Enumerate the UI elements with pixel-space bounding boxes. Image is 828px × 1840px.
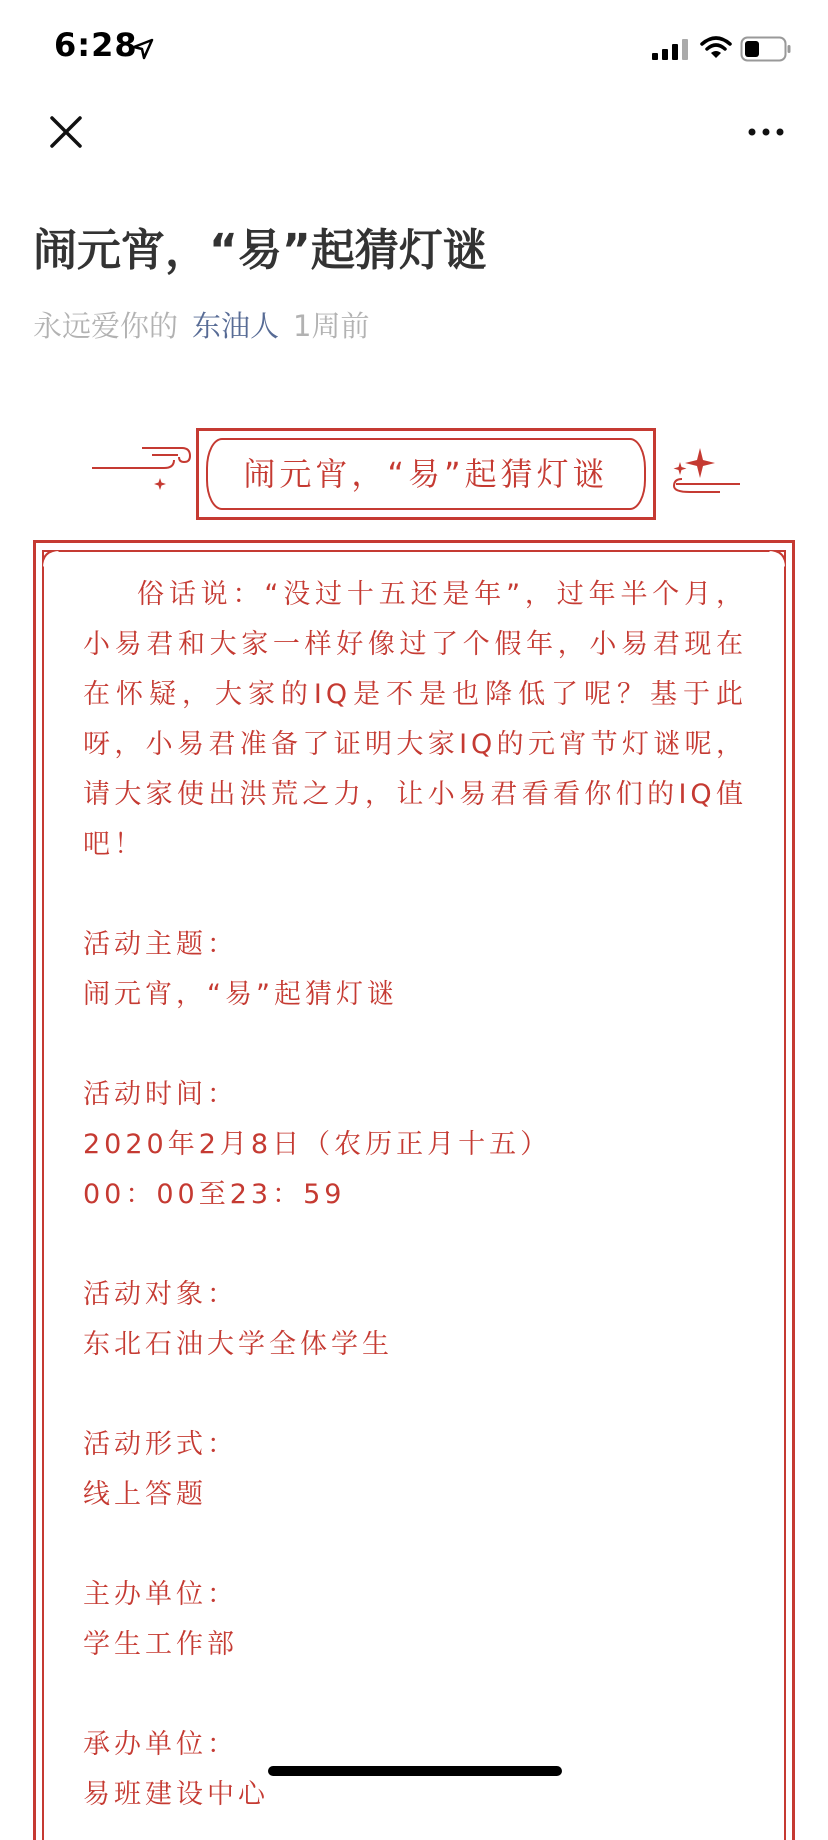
banner-title: 闹元宵，“易”起猜灯谜 — [243, 455, 609, 493]
status-bar — [0, 0, 828, 100]
wifi-icon — [700, 36, 732, 60]
author-name: 永远爱你的 — [33, 309, 179, 343]
sparkle-ornament-right-icon — [660, 446, 744, 502]
more-options-icon[interactable] — [744, 112, 788, 152]
publish-time: 1周前 — [293, 309, 370, 343]
organizer-label: 承办单位： — [83, 1729, 238, 1760]
article-meta — [33, 304, 369, 345]
host-value: 学生工作部 — [83, 1629, 238, 1660]
status-time: 6:28 — [54, 26, 138, 64]
target-label: 活动对象： — [83, 1279, 238, 1310]
time-value-date: 2020年2月8日（农历正月十五） — [83, 1129, 552, 1160]
form-value: 线上答题 — [83, 1479, 207, 1510]
close-icon[interactable] — [44, 110, 88, 154]
account-name-link[interactable]: 东油人 — [192, 309, 280, 343]
frame-corner-top-left-icon — [42, 550, 62, 570]
time-value-range: 00：00至23：59 — [83, 1179, 346, 1210]
theme-label: 活动主题： — [83, 929, 238, 960]
frame-corner-top-right-icon — [766, 550, 786, 570]
cellular-signal-icon — [652, 38, 692, 60]
home-indicator[interactable] — [268, 1766, 562, 1776]
host-label: 主办单位： — [83, 1579, 238, 1610]
battery-icon — [740, 36, 792, 62]
article-body — [83, 570, 747, 1820]
article-title: 闹元宵，“易”起猜灯谜 — [33, 225, 487, 276]
cloud-ornament-left-icon — [92, 440, 196, 490]
form-label: 活动形式： — [83, 1429, 238, 1460]
time-label: 活动时间： — [83, 1079, 238, 1110]
location-arrow-icon — [132, 38, 154, 60]
theme-value: 闹元宵，“易”起猜灯谜 — [83, 979, 398, 1010]
target-value: 东北石油大学全体学生 — [83, 1329, 393, 1360]
organizer-value: 易班建设中心 — [83, 1779, 269, 1810]
intro-paragraph: 俗话说：“没过十五还是年”，过年半个月，小易君和大家一样好像过了个假年，小易君现在在怀疑，大家的IQ是不是也降低了呢？基于此呀，小易君准备了证明大家IQ的元宵节灯谜呢，请大家使出洪荒之力，让小易君看看你们的IQ值吧！ — [83, 579, 747, 860]
